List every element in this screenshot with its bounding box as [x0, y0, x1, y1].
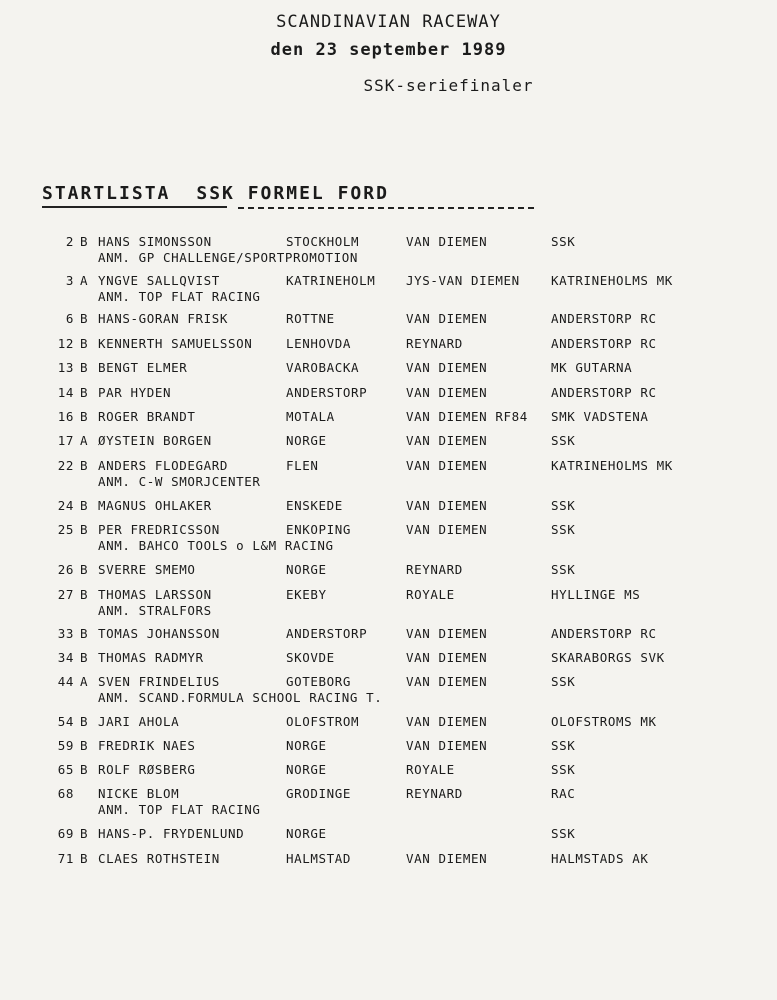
- car-make: VAN DIEMEN: [406, 714, 488, 729]
- driver-city: STOCKHOLM: [286, 234, 360, 249]
- entry-note-row: [0, 474, 777, 490]
- class-letter: B: [80, 851, 89, 866]
- start-number: 16: [57, 409, 74, 424]
- car-make: VAN DIEMEN: [406, 234, 488, 249]
- entry-row: [0, 360, 777, 376]
- heading-dashed-underline: [238, 207, 534, 209]
- club-name: SMK VADSTENA: [551, 409, 649, 424]
- entry: [0, 562, 777, 578]
- entry: [0, 587, 777, 619]
- entry-row: [0, 587, 777, 603]
- club-name: ANDERSTORP RC: [551, 336, 657, 351]
- entry-note: ANM. TOP FLAT RACING: [98, 289, 261, 304]
- car-make: VAN DIEMEN: [406, 650, 488, 665]
- class-letter: B: [80, 409, 89, 424]
- entry-note: ANM. STRALFORS: [98, 603, 212, 618]
- venue-title: SCANDINAVIAN RACEWAY: [276, 12, 501, 32]
- entry-row: [0, 650, 777, 666]
- driver-city: SKOVDE: [286, 650, 335, 665]
- entry: [0, 738, 777, 754]
- entry-note: ANM. SCAND.FORMULA SCHOOL RACING T.: [98, 690, 383, 705]
- entry-row: [0, 498, 777, 514]
- driver-name: SVERRE SMEMO: [98, 562, 196, 577]
- entry: [0, 498, 777, 514]
- start-number: 12: [57, 336, 74, 351]
- club-name: MK GUTARNA: [551, 360, 633, 375]
- driver-name: FREDRIK NAES: [98, 738, 196, 753]
- entry: [0, 360, 777, 376]
- class-letter: A: [80, 433, 89, 448]
- driver-name: KENNERTH SAMUELSSON: [98, 336, 253, 351]
- entry-row: [0, 714, 777, 730]
- club-name: HALMSTADS AK: [551, 851, 649, 866]
- driver-name: PAR HYDEN: [98, 385, 172, 400]
- start-number: 13: [57, 360, 74, 375]
- entry-note: ANM. GP CHALLENGE/SPORTPROMOTION: [98, 250, 359, 265]
- entry-row: [0, 738, 777, 754]
- car-make: REYNARD: [406, 336, 463, 351]
- driver-city: VAROBACKA: [286, 360, 360, 375]
- entry: [0, 234, 777, 266]
- car-make: VAN DIEMEN: [406, 385, 488, 400]
- start-number: 17: [57, 433, 74, 448]
- entry: [0, 311, 777, 327]
- entry-note: ANM. BAHCO TOOLS o L&M RACING: [98, 538, 334, 553]
- entry: [0, 650, 777, 666]
- driver-city: NORGE: [286, 826, 327, 841]
- club-name: ANDERSTORP RC: [551, 311, 657, 326]
- entry-row: [0, 851, 777, 867]
- driver-name: HANS-GORAN FRISK: [98, 311, 229, 326]
- entry-row: [0, 762, 777, 778]
- entry: [0, 786, 777, 818]
- entry-note: ANM. TOP FLAT RACING: [98, 802, 261, 817]
- driver-city: ANDERSTORP: [286, 385, 368, 400]
- entry: [0, 851, 777, 867]
- entry-row: [0, 311, 777, 327]
- event-date: den 23 september 1989: [270, 40, 507, 60]
- club-name: ANDERSTORP RC: [551, 626, 657, 641]
- start-number: 65: [57, 762, 74, 777]
- class-letter: A: [80, 273, 89, 288]
- class-letter: A: [80, 674, 89, 689]
- club-name: OLOFSTROMS MK: [551, 714, 657, 729]
- driver-name: THOMAS RADMYR: [98, 650, 204, 665]
- class-letter: B: [80, 626, 89, 641]
- driver-city: LENHOVDA: [286, 336, 352, 351]
- entry: [0, 273, 777, 305]
- start-number: 6: [65, 311, 74, 326]
- start-number: 25: [57, 522, 74, 537]
- club-name: SSK: [551, 562, 576, 577]
- driver-city: NORGE: [286, 738, 327, 753]
- club-name: SSK: [551, 674, 576, 689]
- club-name: KATRINEHOLMS MK: [551, 273, 673, 288]
- entry: [0, 826, 777, 842]
- driver-city: MOTALA: [286, 409, 335, 424]
- entry-row: [0, 458, 777, 474]
- entry-note: ANM. C-W SMORJCENTER: [98, 474, 261, 489]
- car-make: VAN DIEMEN: [406, 522, 488, 537]
- driver-city: KATRINEHOLM: [286, 273, 376, 288]
- entry-row: [0, 786, 777, 802]
- driver-city: NORGE: [286, 562, 327, 577]
- start-number: 54: [57, 714, 74, 729]
- entry-note-row: [0, 289, 777, 305]
- driver-city: FLEN: [286, 458, 319, 473]
- club-name: SSK: [551, 433, 576, 448]
- car-make: ROYALE: [406, 587, 455, 602]
- car-make: VAN DIEMEN RF84: [406, 409, 528, 424]
- class-letter: B: [80, 650, 89, 665]
- class-letter: B: [80, 498, 89, 513]
- entry-row: [0, 273, 777, 289]
- car-make: VAN DIEMEN: [406, 498, 488, 513]
- club-name: RAC: [551, 786, 576, 801]
- car-make: REYNARD: [406, 786, 463, 801]
- entry: [0, 409, 777, 425]
- entry: [0, 522, 777, 554]
- driver-name: SVEN FRINDELIUS: [98, 674, 220, 689]
- start-number: 22: [57, 458, 74, 473]
- entry-row: [0, 626, 777, 642]
- class-letter: B: [80, 562, 89, 577]
- car-make: VAN DIEMEN: [406, 360, 488, 375]
- driver-city: ROTTNE: [286, 311, 335, 326]
- class-letter: B: [80, 311, 89, 326]
- start-number: 33: [57, 626, 74, 641]
- car-make: VAN DIEMEN: [406, 851, 488, 866]
- start-number: 69: [57, 826, 74, 841]
- car-make: JYS-VAN DIEMEN: [406, 273, 520, 288]
- entry-row: [0, 433, 777, 449]
- event-name: SSK-seriefinaler: [363, 76, 534, 95]
- heading-underline: [42, 206, 227, 208]
- start-number: 3: [65, 273, 74, 288]
- club-name: SSK: [551, 826, 576, 841]
- class-name: SSK FORMEL FORD: [196, 183, 389, 204]
- driver-name: ØYSTEIN BORGEN: [98, 433, 212, 448]
- entry-row: [0, 385, 777, 401]
- entry-row: [0, 826, 777, 842]
- start-number: 71: [57, 851, 74, 866]
- class-letter: B: [80, 360, 89, 375]
- driver-name: BENGT ELMER: [98, 360, 188, 375]
- driver-city: ANDERSTORP: [286, 626, 368, 641]
- entry: [0, 626, 777, 642]
- driver-city: GRODINGE: [286, 786, 352, 801]
- start-number: 44: [57, 674, 74, 689]
- entry-note-row: [0, 603, 777, 619]
- entry: [0, 385, 777, 401]
- car-make: VAN DIEMEN: [406, 458, 488, 473]
- car-make: REYNARD: [406, 562, 463, 577]
- start-number: 14: [57, 385, 74, 400]
- class-letter: B: [80, 458, 89, 473]
- driver-name: PER FREDRICSSON: [98, 522, 220, 537]
- entry-row: [0, 336, 777, 352]
- driver-name: ROGER BRANDT: [98, 409, 196, 424]
- class-letter: B: [80, 336, 89, 351]
- class-letter: B: [80, 738, 89, 753]
- driver-name: ANDERS FLODEGARD: [98, 458, 229, 473]
- driver-name: THOMAS LARSSON: [98, 587, 212, 602]
- driver-city: NORGE: [286, 433, 327, 448]
- club-name: SSK: [551, 498, 576, 513]
- driver-name: HANS SIMONSSON: [98, 234, 212, 249]
- start-number: 34: [57, 650, 74, 665]
- class-letter: B: [80, 762, 89, 777]
- club-name: SSK: [551, 234, 576, 249]
- entry-note-row: [0, 538, 777, 554]
- club-name: SSK: [551, 762, 576, 777]
- driver-city: GOTEBORG: [286, 674, 352, 689]
- driver-name: NICKE BLOM: [98, 786, 180, 801]
- start-number: 26: [57, 562, 74, 577]
- class-letter: B: [80, 587, 89, 602]
- club-name: SSK: [551, 738, 576, 753]
- entry-note-row: [0, 250, 777, 266]
- class-letter: B: [80, 714, 89, 729]
- car-make: ROYALE: [406, 762, 455, 777]
- driver-name: HANS-P. FRYDENLUND: [98, 826, 245, 841]
- entry-note-row: [0, 690, 777, 706]
- entry: [0, 674, 777, 706]
- class-letter: B: [80, 522, 89, 537]
- class-letter: B: [80, 234, 89, 249]
- entry: [0, 336, 777, 352]
- car-make: VAN DIEMEN: [406, 738, 488, 753]
- entry-row: [0, 562, 777, 578]
- class-letter: B: [80, 826, 89, 841]
- driver-city: ENKOPING: [286, 522, 352, 537]
- driver-city: HALMSTAD: [286, 851, 352, 866]
- start-number: 24: [57, 498, 74, 513]
- car-make: VAN DIEMEN: [406, 311, 488, 326]
- driver-name: ROLF RØSBERG: [98, 762, 196, 777]
- driver-city: NORGE: [286, 762, 327, 777]
- entry-row: [0, 522, 777, 538]
- driver-name: TOMAS JOHANSSON: [98, 626, 220, 641]
- club-name: HYLLINGE MS: [551, 587, 641, 602]
- entry: [0, 458, 777, 490]
- driver-name: MAGNUS OHLAKER: [98, 498, 212, 513]
- driver-name: JARI AHOLA: [98, 714, 180, 729]
- section-heading: [42, 183, 389, 204]
- section-label: STARTLISTA: [42, 183, 171, 204]
- entry-note-row: [0, 802, 777, 818]
- entry-row: [0, 409, 777, 425]
- entry-row: [0, 674, 777, 690]
- entry: [0, 762, 777, 778]
- driver-name: YNGVE SALLQVIST: [98, 273, 220, 288]
- entry: [0, 714, 777, 730]
- club-name: SKARABORGS SVK: [551, 650, 665, 665]
- driver-name: CLAES ROTHSTEIN: [98, 851, 220, 866]
- driver-city: OLOFSTROM: [286, 714, 360, 729]
- car-make: VAN DIEMEN: [406, 626, 488, 641]
- start-number: 59: [57, 738, 74, 753]
- club-name: SSK: [551, 522, 576, 537]
- club-name: KATRINEHOLMS MK: [551, 458, 673, 473]
- driver-city: EKEBY: [286, 587, 327, 602]
- car-make: VAN DIEMEN: [406, 674, 488, 689]
- entry-row: [0, 234, 777, 250]
- start-number: 27: [57, 587, 74, 602]
- car-make: VAN DIEMEN: [406, 433, 488, 448]
- start-number: 68: [57, 786, 74, 801]
- club-name: ANDERSTORP RC: [551, 385, 657, 400]
- class-letter: B: [80, 385, 89, 400]
- start-number: 2: [65, 234, 74, 249]
- entry: [0, 433, 777, 449]
- driver-city: ENSKEDE: [286, 498, 343, 513]
